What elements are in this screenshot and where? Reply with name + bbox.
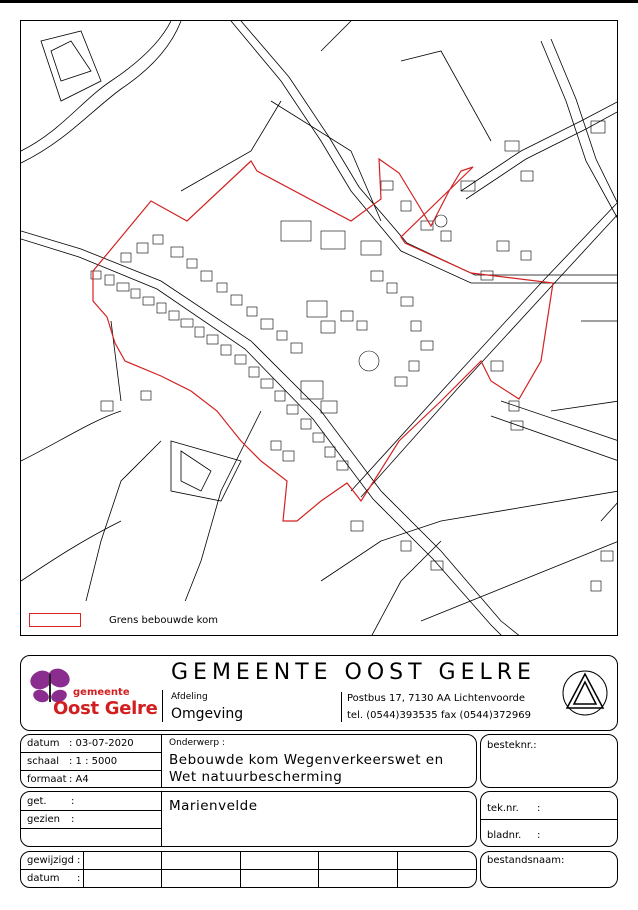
org-title: GEMEENTE OOST GELRE: [171, 660, 536, 685]
col-line: [161, 792, 162, 846]
row-line: [21, 752, 161, 753]
built-up-boundary: [93, 159, 553, 521]
get-label: get.: [27, 796, 47, 807]
contact-line: tel. (0544)393535 fax (0544)372969: [347, 710, 531, 721]
teknr-value: :: [537, 803, 541, 814]
legend-label: Grens bebouwde kom: [109, 614, 218, 626]
col-line: [318, 852, 319, 887]
formaat-label: formaat: [27, 774, 67, 785]
location-block: [20, 791, 477, 847]
datum-value: : 03-07-2020: [69, 738, 134, 749]
onderwerp-label: Onderwerp :: [169, 738, 225, 748]
map-legend: [29, 613, 218, 627]
col-line: [161, 735, 162, 787]
location-name: Marienvelde: [169, 798, 258, 814]
row-line: [21, 770, 161, 771]
schaal-value: : 1 : 5000: [69, 756, 118, 767]
besteknr-label: besteknr.:: [487, 740, 537, 751]
bladnr-label: bladnr.: [487, 830, 522, 841]
row-line: [21, 828, 161, 829]
datum2-label: datum: [27, 873, 60, 884]
row-line: [21, 869, 476, 870]
bestandsnaam-label: bestandsnaam:: [487, 855, 565, 866]
datum2-value: :: [77, 873, 81, 884]
revision-block: [20, 851, 477, 888]
logo-line2: Oost Gelre: [53, 698, 158, 719]
gewijzigd-value: :: [77, 855, 81, 866]
onderwerp-line2: Wet natuurbescherming: [169, 769, 343, 785]
onderwerp-line1: Bebouwde kom Wegenverkeerswet en: [169, 752, 444, 768]
logo-line1: gemeente: [73, 687, 130, 698]
title-header: [20, 655, 618, 731]
subject-block: [20, 734, 477, 788]
triangle-circle-icon: [561, 668, 609, 718]
schaal-label: schaal: [27, 756, 60, 767]
teknr-block: [480, 791, 618, 847]
datum-label: datum: [27, 738, 60, 749]
address-line: Postbus 17, 7130 AA Lichtenvoorde: [347, 693, 526, 704]
gezien-label: gezien: [27, 814, 61, 825]
col-line: [83, 852, 84, 887]
col-line: [240, 852, 241, 887]
divider: [162, 690, 163, 722]
map-frame[interactable]: [20, 20, 618, 636]
gewijzigd-label: gewijzigd: [27, 855, 74, 866]
row-line: [481, 819, 617, 820]
col-line: [397, 852, 398, 887]
legend-swatch: [29, 613, 81, 627]
formaat-value: : A4: [69, 774, 89, 785]
teknr-label: tek.nr.: [487, 803, 519, 814]
buildings-layer: [91, 121, 613, 591]
row-line: [21, 810, 161, 811]
col-line: [161, 852, 162, 887]
map-canvas[interactable]: [21, 21, 618, 636]
get-value: :: [71, 796, 75, 807]
filename-block: [480, 851, 618, 888]
department-name: Omgeving: [171, 706, 244, 722]
divider: [341, 692, 342, 722]
gezien-value: :: [71, 814, 75, 825]
besteknr-block: [480, 734, 618, 788]
department-label: Afdeling: [171, 692, 208, 702]
top-rule: [0, 0, 638, 3]
bladnr-value: :: [537, 830, 541, 841]
